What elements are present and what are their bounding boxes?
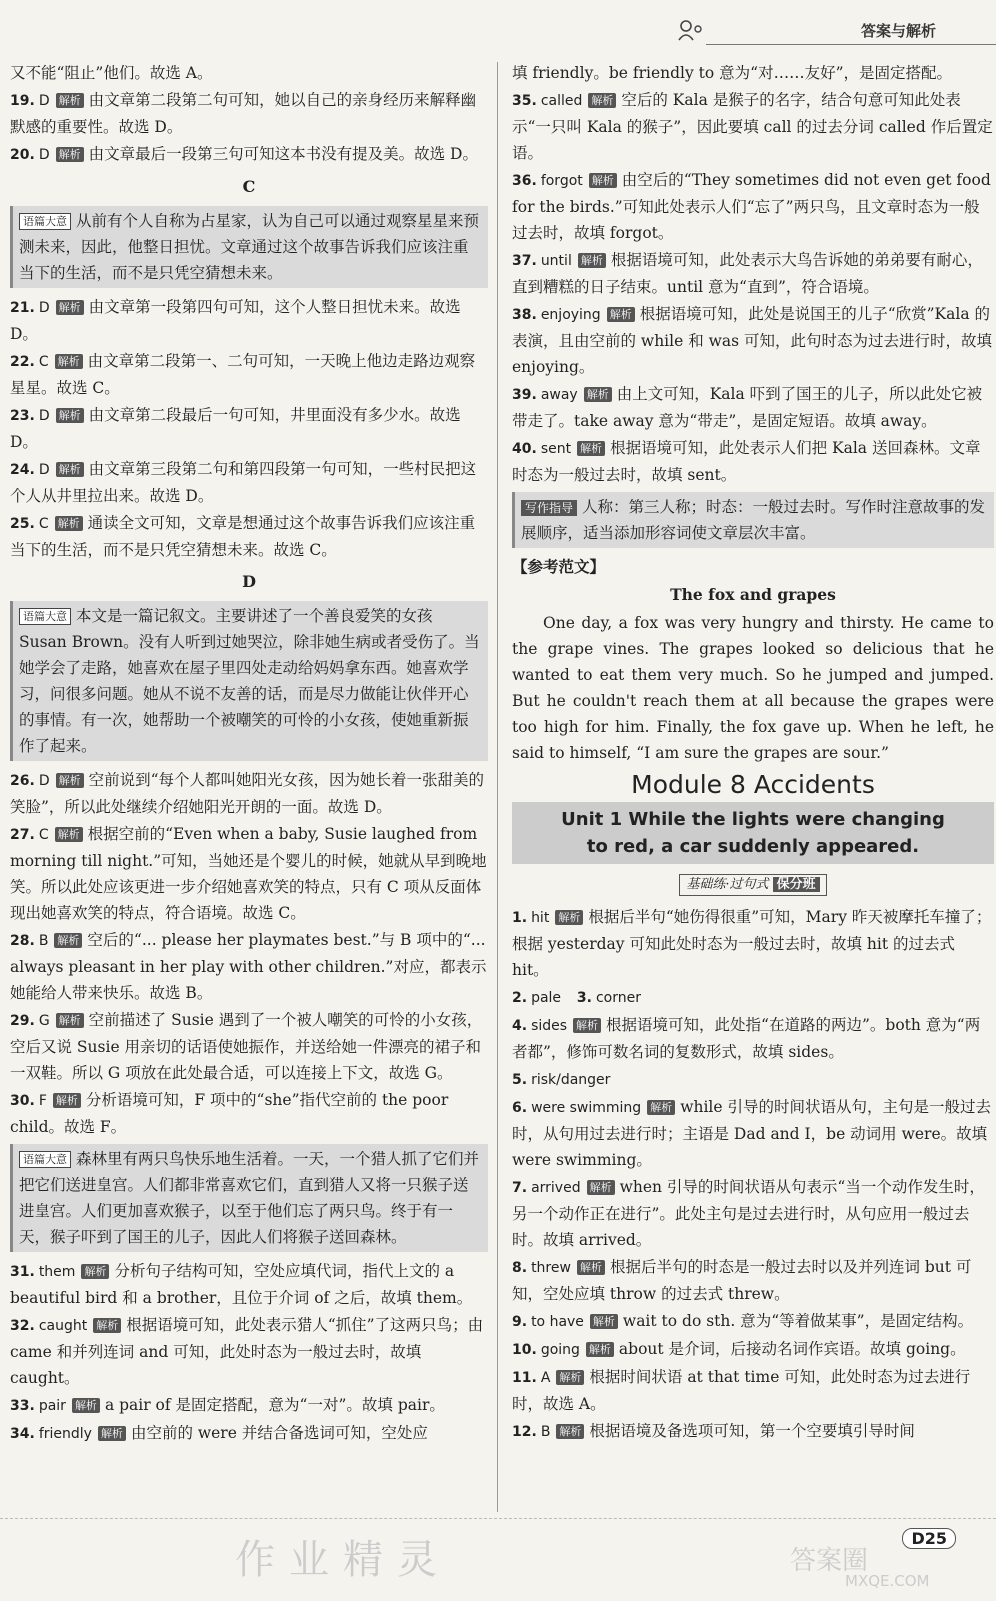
analysis-tag: 解析 <box>55 827 83 842</box>
exercise-answer-4: 4. sides 解析 根据语境可知，此处指“在道路的两边”。both 意为“两者都”，修饰可数名词的复数形式，故填 sides。 <box>512 1016 981 1061</box>
exercise-badge: 基础练·过句式 保分班 <box>512 870 994 896</box>
exercise-answer-12: 12. B 解析 根据语境及备选项可知，第一个空要填引导时间 <box>512 1422 915 1440</box>
continued-text: 又不能“阻止”他们。故选 A。 <box>10 64 213 82</box>
exercise-answer-5: 5. risk/danger <box>512 1072 611 1088</box>
exercise-answer-11: 11. A 解析 根据时间状语 at that time 可知，此处时态为过去进行时，故选 A。 <box>512 1368 971 1413</box>
analysis-tag: 解析 <box>81 1264 109 1279</box>
page-number: D25 <box>902 1528 956 1549</box>
analysis-tag: 解析 <box>584 387 612 402</box>
watermark: 作业精灵 <box>235 1537 451 1583</box>
section-heading-c: C <box>242 177 256 196</box>
analysis-tag: 解析 <box>53 1093 81 1108</box>
analysis-tag: 解析 <box>56 300 84 315</box>
summary-box-c: 语篇大意 从前有个人自称为占星家，认为自己可以通过观察星星来预测未来，因此，他整日担忧。文章通过这个故事告诉我们应该注重当下的生活，而不是只凭空猜想未来。 <box>10 206 488 288</box>
answer-32: 32. caught 解析 根据语境可知，此处表示猎人“抓住”了这两只鸟；由 came 和并列连词 and 可知，此处时态为一般过去时，故填 caught。 <box>10 1316 484 1387</box>
analysis-tag: 解析 <box>590 1314 618 1329</box>
section-heading-d: D <box>242 572 256 591</box>
unit-title-box <box>512 802 994 864</box>
answer-23: 23. D 解析 由文章第二段最后一句可知，井里面没有多少水。故选 D。 <box>10 406 461 451</box>
analysis-tag: 解析 <box>72 1398 100 1413</box>
analysis-tag: 解析 <box>578 253 606 268</box>
analysis-tag: 解析 <box>54 933 82 948</box>
answer-37: 37. until 解析 根据语境可知，此处表示大鸟告诉她的弟弟要有耐心，直到糟糕的日子结束。until 意为“直到”，符合语境。 <box>512 251 983 296</box>
essay-title: The fox and grapes <box>670 585 836 604</box>
analysis-tag: 解析 <box>56 93 84 108</box>
analysis-tag: 解析 <box>586 1342 614 1357</box>
answer-29: 29. G 解析 空前描述了 Susie 遇到了一个被人嘲笑的可怜的小女孩，空后又说 Susie 用亲切的话语使她振作，并送给她一件漂亮的裙子和一双鞋。所以 G 项放在此处最合适，可以连接上下文，故选 G。 <box>10 1011 483 1082</box>
answer-21: 21. D 解析 由文章第一段第四句可知，这个人整日担忧未来。故选 D。 <box>10 298 461 343</box>
exercise-answer-1: 1. hit 解析 根据后半句“她伤得很重”可知，Mary 昨天被摩托车撞了；根据 yesterday 可知此处时态为一般过去时，故填 hit 的过去式 hit。 <box>512 908 992 979</box>
analysis-tag: 解析 <box>577 1260 605 1275</box>
answer-28: 28. B 解析 空后的“... please her playmates best.”与 B 项中的“... always pleasant in her play with other children.”对应，都表示她能给人带来快乐。故选 B。 <box>10 931 487 1002</box>
analysis-tag: 解析 <box>587 1180 615 1195</box>
analysis-tag: 解析 <box>56 1013 84 1028</box>
exercise-answer-9: 9. to have 解析 wait to do sth. 意为“等着做某事”，是固定结构。 <box>512 1312 974 1330</box>
continued-text: 填 friendly。be friendly to 意为“对……友好”，是固定搭配。 <box>512 64 953 82</box>
answer-33: 33. pair 解析 a pair of 是固定搭配，意为“一对”。故填 pair。 <box>10 1396 445 1414</box>
summary-box-e: 语篇大意 森林里有两只鸟快乐地生活着。一天，一个猎人抓了它们并把它们送进皇宫。人们都非常喜欢它们，直到猎人又将一只猴子送进皇宫。人们更加喜欢猴子，以至于他们忘了两只鸟。终于有一天，猴子吓到了国王的儿子，因此人们将猴子送回森林。 <box>10 1144 488 1252</box>
answer-27: 27. C 解析 根据空前的“Even when a baby, Susie laughed from morning till night.”可知，当她还是个婴儿的时候，她就从早到晚地笑。所以此处应该更进一步介绍她喜欢笑的特点，只有 C 项从反面体现出她喜欢笑的特点，符合语境。故选 C。 <box>10 825 487 922</box>
analysis-tag: 解析 <box>555 910 583 925</box>
answer-39: 39. away 解析 由上文可知，Kala 吓到了国王的儿子，所以此处它被带走了。take away 意为“带走”，是固定短语。故填 away。 <box>512 385 983 430</box>
unit-title-line2: to red, a car suddenly appeared. <box>586 836 920 857</box>
analysis-tag: 解析 <box>607 307 635 322</box>
analysis-tag: 解析 <box>93 1318 121 1333</box>
answer-35: 35. called 解析 空后的 Kala 是猴子的名字，结合句意可知此处表示“一只叫 Kala 的猴子”，因此要填 call 的过去分词 called 作后置定语。 <box>512 91 993 162</box>
analysis-tag: 解析 <box>573 1018 601 1033</box>
answer-24: 24. D 解析 由文章第三段第二句和第四段第一句可知，一些村民把这个人从井里拉出来。故选 D。 <box>10 460 477 505</box>
reference-essay-heading: 【参考范文】 <box>512 557 606 576</box>
watermark-url: MXQE.COM <box>845 1572 930 1590</box>
answer-34: 34. friendly 解析 由空前的 were 并结合备选词可知，空处应 <box>10 1424 428 1442</box>
analysis-tag: 解析 <box>56 408 84 423</box>
writing-guide-box: 写作指导 人称：第三人称；时态：一般过去时。写作时注意故事的发展顺序，适当添加形容词使文章层次丰富。 <box>512 492 994 548</box>
analysis-tag: 解析 <box>556 1424 584 1439</box>
answer-22: 22. C 解析 由文章第二段第一、二句可知，一天晚上他边走路边观察星星。故选 C。 <box>10 352 476 397</box>
analysis-tag: 解析 <box>577 441 605 456</box>
header-title: 答案与解析 <box>860 22 936 40</box>
module-title: Module 8 Accidents <box>631 770 875 799</box>
essay-body: One day, a fox was very hungry and thirsty. He came to the grape vines. The grapes looked so delicious that he wanted to eat them very much. So he jumped and jumped. But he couldn't reach them at all because the grapes were too high for him. Finally, the fox gave up. When he left, he said to himself, “I am sure the grapes are sour.” <box>512 614 994 762</box>
right-column <box>512 60 994 1446</box>
answer-19: 19. D 解析 由文章第二段第二句可知，她以自己的亲身经历来解释幽默感的重要性。故选 D。 <box>10 91 477 136</box>
summary-box-d: 语篇大意 本文是一篇记叙文。主要讲述了一个善良爱笑的女孩 Susan Brown。没有人听到过她哭泣，除非她生病或者受伤了。当她学会了走路，她喜欢在屋子里四处走动给妈妈拿东西。她喜欢学习，问很多问题。她从不说不友善的话，而是尽力做能让伙伴开心的事情。有一次，她帮助一个被嘲笑的可怜的小女孩，使她重新振作了起来。 <box>10 601 488 761</box>
exercise-answer-10: 10. going 解析 about 是介词，后接动名词作宾语。故填 going。 <box>512 1340 966 1358</box>
person-icon <box>676 18 706 42</box>
exercise-answer-7: 7. arrived 解析 when 引导的时间状语从句表示“当一个动作发生时，另一个动作正在进行”。此处主句是过去进行时，从句应用一般过去时。故填 arrived。 <box>512 1178 985 1249</box>
answer-20: 20. D 解析 由文章最后一段第三句可知这本书没有提及美。故选 D。 <box>10 145 478 163</box>
answer-36: 36. forgot 解析 由空后的“They sometimes did not even get food for the birds.”可知此处表示人们“忘了”两只鸟，且文章时态为一般过去时，故填 forgot。 <box>512 171 991 242</box>
answer-40: 40. sent 解析 根据语境可知，此处表示人们把 Kala 送回森林。文章时态为一般过去时，故填 sent。 <box>512 439 981 484</box>
analysis-tag: 解析 <box>56 773 84 788</box>
analysis-tag: 解析 <box>98 1426 126 1441</box>
analysis-tag: 解析 <box>55 354 83 369</box>
answer-26: 26. D 解析 空前说到“每个人都叫她阳光女孩，因为她长着一张甜美的笑脸”，所以此处继续介绍她阳光开朗的一面。故选 D。 <box>10 771 485 816</box>
analysis-tag: 解析 <box>556 1370 584 1385</box>
analysis-tag: 解析 <box>647 1100 675 1115</box>
exercise-answer-8: 8. threw 解析 根据后半句的时态是一般过去时以及并列连词 but 可知，空处应填 throw 的过去式 threw。 <box>512 1258 972 1303</box>
unit-title-line1: Unit 1 While the lights were changing <box>561 809 945 830</box>
answer-31: 31. them 解析 分析句子结构可知，空处应填代词，指代上文的 a beautiful bird 和 a brother，且位于介词 of 之后，故填 them。 <box>10 1262 473 1307</box>
watermark-logo: 答案圈 <box>790 1546 869 1576</box>
answer-25: 25. C 解析 通读全文可知，文章是想通过这个故事告诉我们应该注重当下的生活，而不是只凭空猜想未来。故选 C。 <box>10 514 476 559</box>
analysis-tag: 解析 <box>589 173 617 188</box>
exercise-answer-2-3: 2. pale 3. corner <box>512 990 641 1006</box>
analysis-tag: 解析 <box>588 93 616 108</box>
exercise-answer-6: 6. were swimming 解析 while 引导的时间状语从句，主句是一般过去时，从句用过去进行时；主语是 Dad and I，be 动词用 were。故填 were swimming。 <box>512 1098 991 1169</box>
answer-38: 38. enjoying 解析 根据语境可知，此处是说国王的儿子“欣赏”Kala 的表演，且由空前的 while 和 was 可知，此句时态为过去进行时，故填enjoying。 <box>512 305 993 376</box>
analysis-tag: 解析 <box>56 462 84 477</box>
header-rule <box>706 44 996 45</box>
answer-30: 30. F 解析 分析语境可知，F 项中的“she”指代空前的 the poor child。故选 F。 <box>10 1091 449 1136</box>
analysis-tag: 解析 <box>55 516 83 531</box>
page-header <box>666 0 996 50</box>
analysis-tag: 解析 <box>56 147 84 162</box>
column-divider <box>497 62 498 1512</box>
left-column <box>10 60 488 1448</box>
